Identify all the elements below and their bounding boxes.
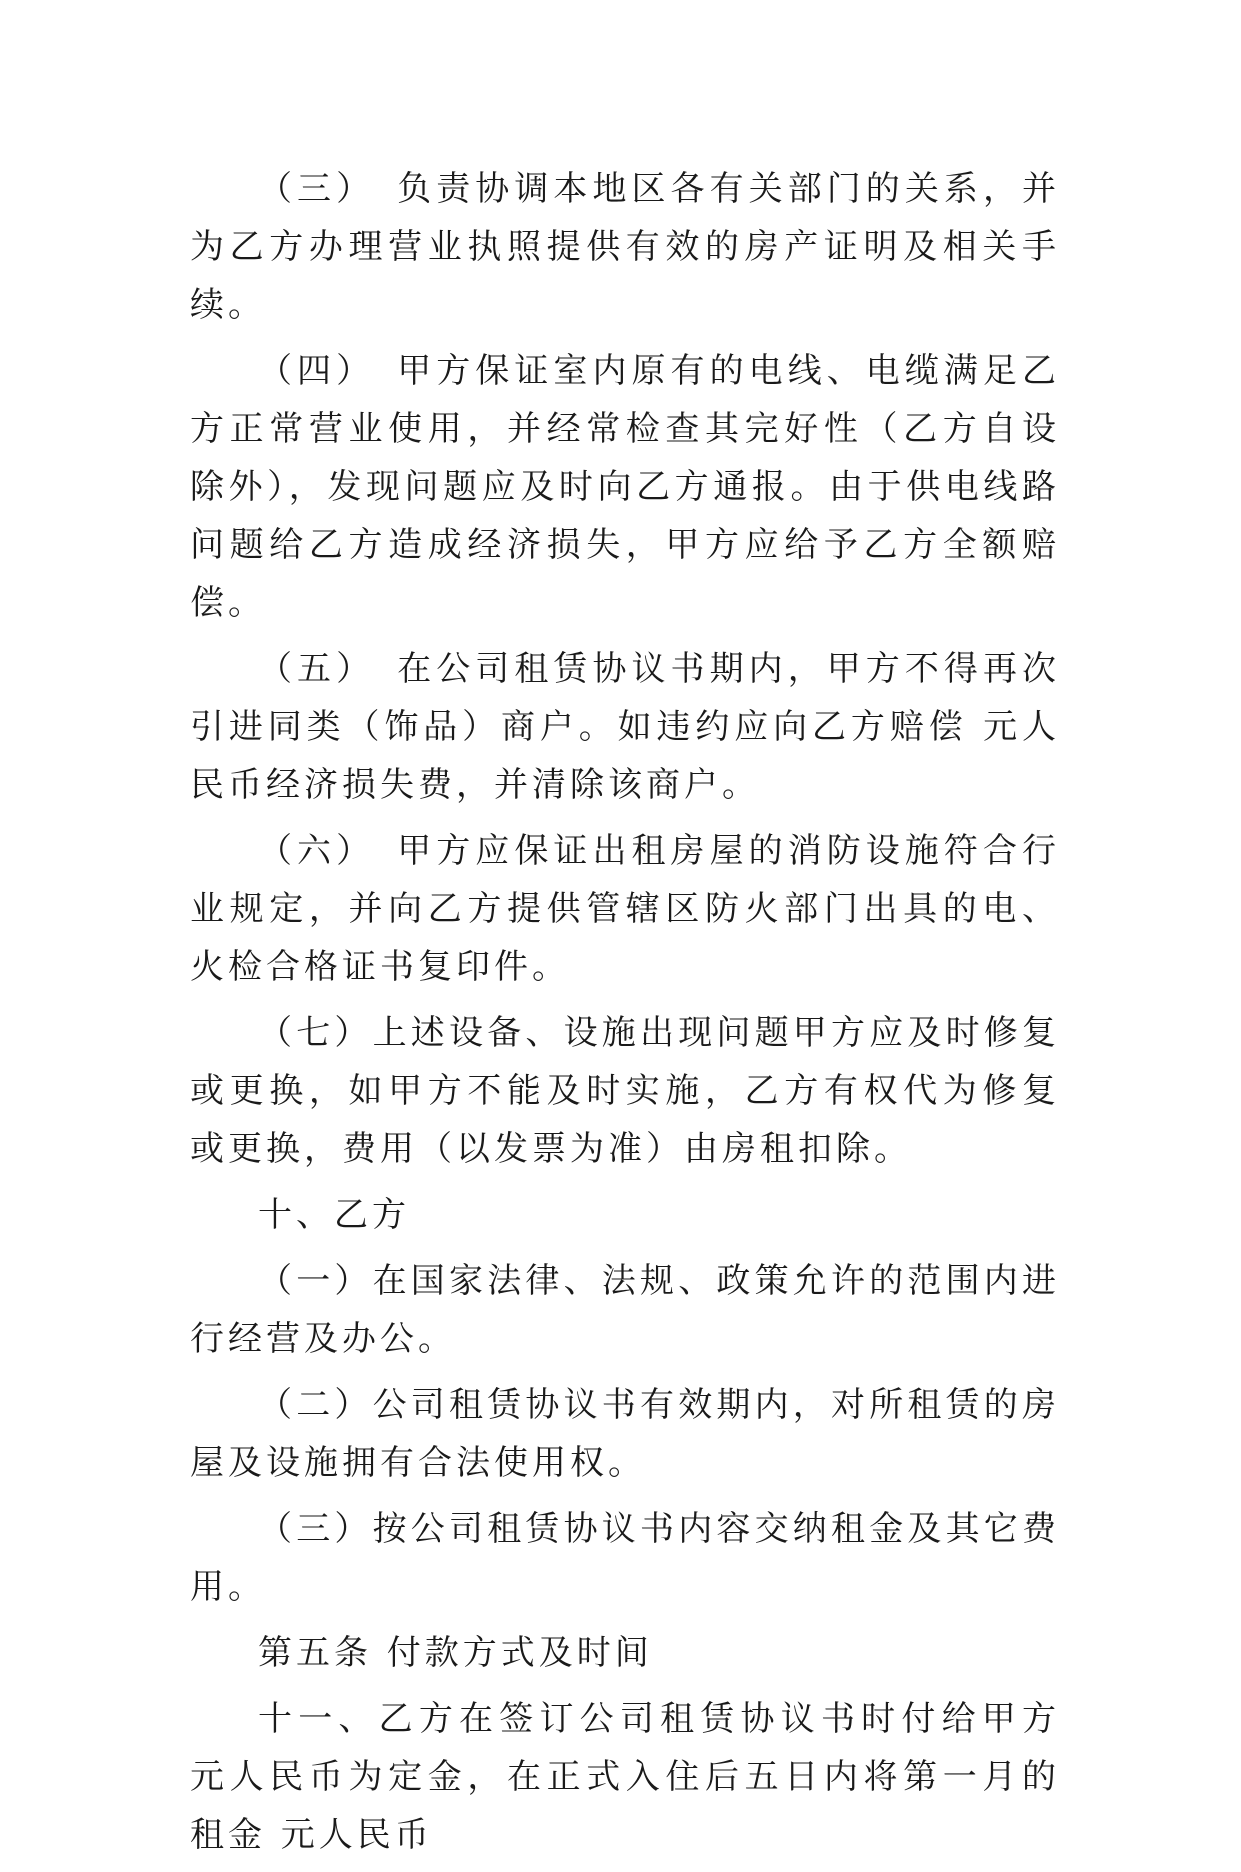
paragraph-party-b-3: （三）按公司租赁协议书内容交纳租金及其它费用。: [190, 1509, 1060, 1607]
paragraph-clause-6: （六） 甲方应保证出租房屋的消防设施符合行业规定，并向乙方提供管辖区防火部门出具的电、火检合格证书复印件。: [190, 831, 1060, 987]
paragraph-clause-11: 十一、乙方在签订公司租赁协议书时付给甲方 元人民币为定金，在正式入住后五日内将第一月的租金 元人民币: [190, 1699, 1060, 1855]
paragraph-party-b-1: （一）在国家法律、法规、政策允许的范围内进行经营及办公。: [190, 1261, 1060, 1359]
paragraph-clause-3: （三） 负责协调本地区各有关部门的关系，并为乙方办理营业执照提供有效的房产证明及相关手续。: [190, 169, 1060, 325]
paragraph-clause-4: （四） 甲方保证室内原有的电线、电缆满足乙方正常营业使用，并经常检查其完好性（乙方自设除外），发现问题应及时向乙方通报。由于供电线路问题给乙方造成经济损失，甲方应给予乙方全额赔偿。: [190, 351, 1060, 623]
paragraph-clause-5: （五） 在公司租赁协议书期内，甲方不得再次引进同类（饰品）商户。如违约应向乙方赔偿 元人民币经济损失费，并清除该商户。: [190, 649, 1060, 805]
paragraph-clause-7: （七）上述设备、设施出现问题甲方应及时修复或更换，如甲方不能及时实施，乙方有权代为修复或更换，费用（以发票为准）由房租扣除。: [190, 1013, 1060, 1169]
paragraph-party-b-2: （二）公司租赁协议书有效期内，对所租赁的房屋及设施拥有合法使用权。: [190, 1385, 1060, 1483]
article-heading-payment: 第五条 付款方式及时间: [258, 1633, 653, 1673]
document-body: [190, 160, 1060, 1872]
section-heading-party-b: 十、乙方: [258, 1195, 410, 1235]
